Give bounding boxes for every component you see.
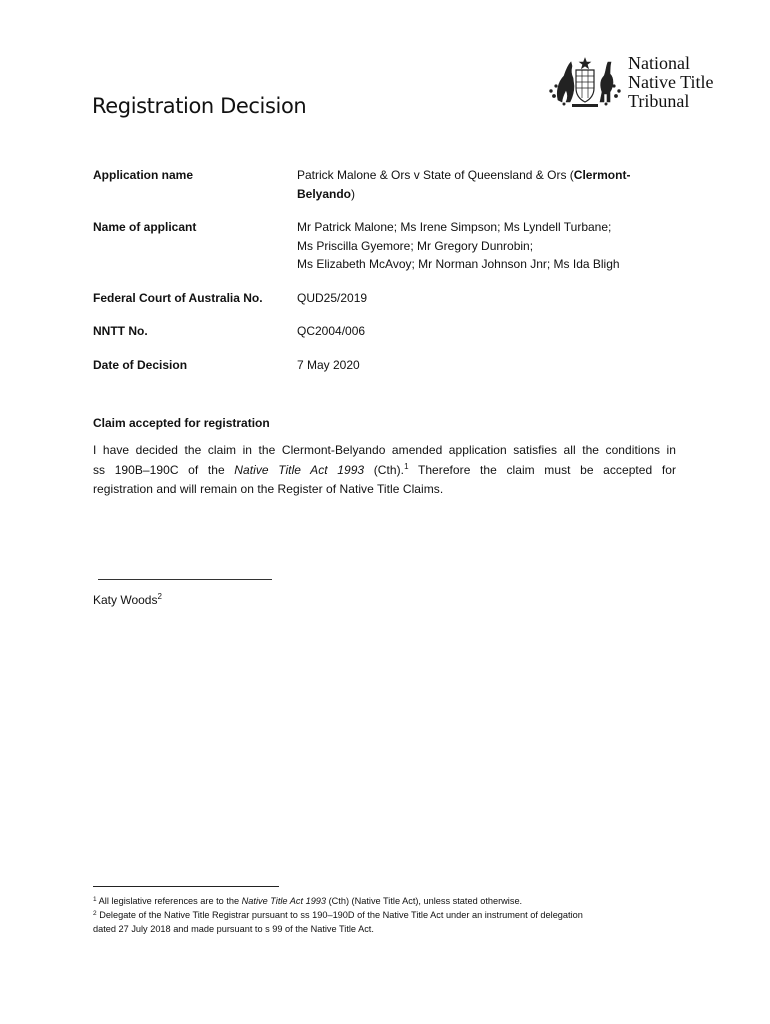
paragraph-line: I have decided the claim in the Clermont-Belyando amended application satisfies all the conditions in [93,443,676,457]
section-heading: Claim accepted for registration [93,416,270,430]
logo-line-native-title: Native Title [628,72,714,92]
footnote-1: $^1$ All legislative references are to the Native Title Act 1993 (Cth) (Native Title Act), unless stated otherwise. [93,896,523,906]
page-title: Registration Decision [92,94,307,118]
signatory-name: Katy Woods$^2$ [93,592,162,607]
field-label: Application name [93,168,194,182]
footnote-2: $^2$ Delegate of the Native Title Registrar pursuant to ss 190–190D of the Native Title Act under an instrument of delegation [93,910,583,920]
logo-line-tribunal: Tribunal [628,91,690,111]
applicant-line: Ms Priscilla Gyemore; Mr Gregory Dunrobin; [297,238,534,253]
paragraph-line: registration and will remain on the Register of Native Title Claims. [93,482,444,496]
coat-of-arms-icon [544,56,626,108]
footnotes [93,894,683,936]
nntt-logo [544,54,744,114]
field-value [297,218,683,274]
application-name-bold: Clermont- [573,168,631,182]
field-value: 7 May 2020 [297,358,360,372]
field-value: QC2004/006 [297,324,366,338]
field-value: QUD25/2019 [297,291,368,305]
applicant-line: Ms Elizabeth McAvoy; Mr Norman Johnson Jnr; Ms Ida Bligh [297,257,620,271]
act-title: Native Title Act 1993 [234,462,365,477]
applicant-line: Mr Patrick Malone; Ms Irene Simpson; Ms Lyndell Turbane; [297,220,612,234]
signature-line [98,579,272,580]
footnote-separator [93,886,279,887]
logo-wordmark [628,54,714,111]
application-name-bold-2: Belyando [297,186,352,201]
field-label: Federal Court of Australia No. [93,291,263,305]
footnote-ref-2: 2 [157,592,162,601]
field-value [297,166,683,203]
paragraph-line: ss 190B–190C of the Native Title Act 1993 (Cth).$^1$ Therefore the claim must be accepted for [93,461,677,477]
application-name-close-paren: ) [351,186,356,201]
field-label: Name of applicant [93,220,197,234]
field-label: NNTT No. [93,324,148,338]
application-name-text: Patrick Malone & Ors v State of Queensland & Ors ( [297,168,574,182]
footnote-2-cont: dated 27 July 2018 and made pursuant to s 99 of the Native Title Act. [93,924,374,934]
logo-line-national: National [628,53,690,73]
footnote-ref-1: 1 [404,461,409,471]
decision-paragraph [93,441,676,500]
field-label: Date of Decision [93,358,188,372]
